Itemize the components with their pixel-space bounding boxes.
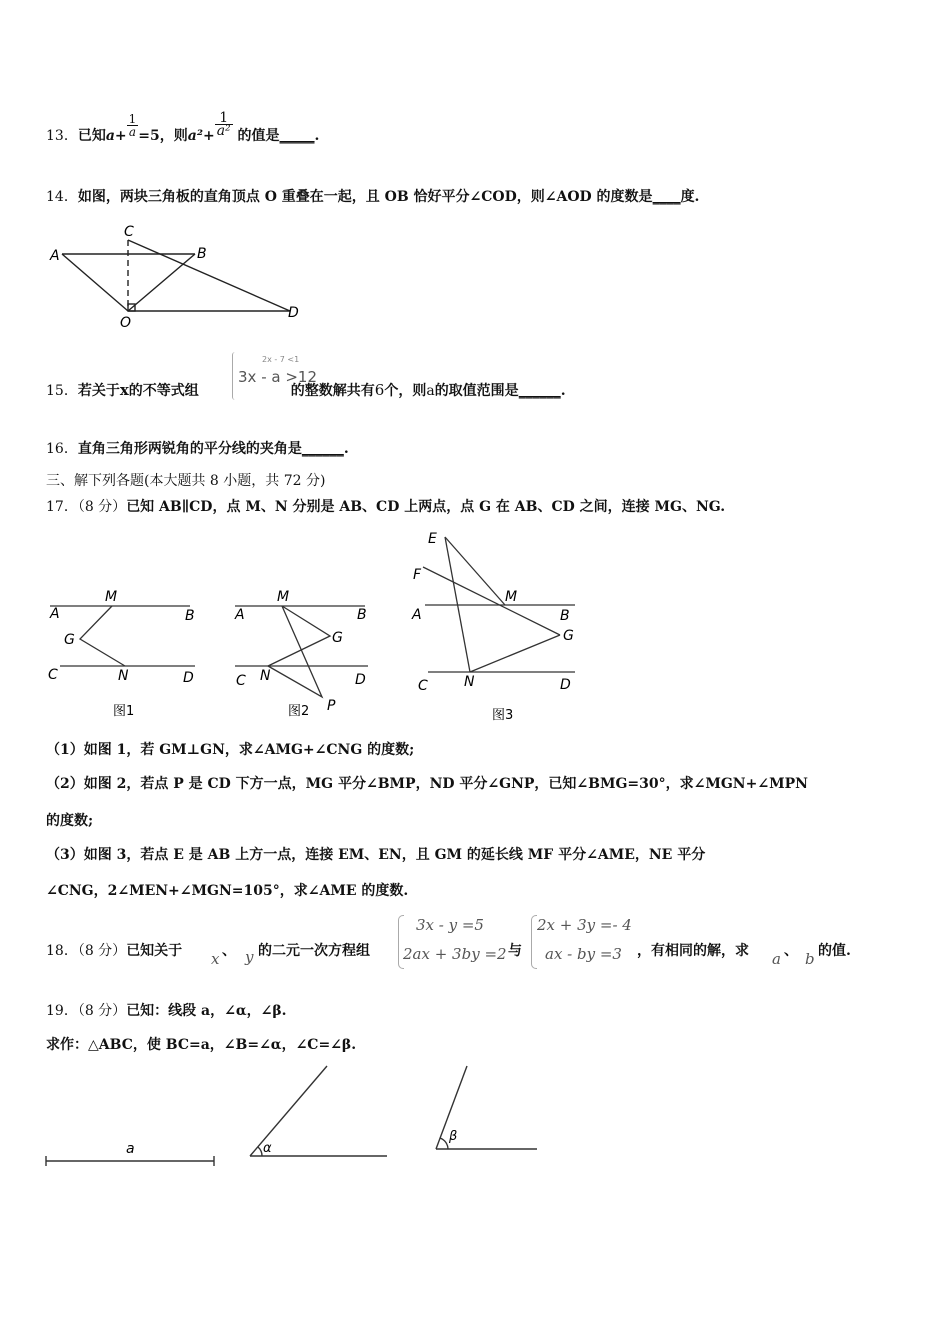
q19-figure [40,1060,550,1170]
angle-alpha-label: α [263,1141,272,1156]
q16-line [46,440,349,458]
fig2-path-mpn [268,606,322,697]
fig3-label-a: A [412,607,422,623]
q14-label-o: O [120,315,132,331]
angle-alpha-arc [258,1147,262,1156]
q19-score: （8 分） [77,1003,127,1019]
q18-sys1-eq2: 2ax + 3by =2 [403,945,507,963]
q17-part3-line1: （3）如图 3，若点 E 是 AB 上方一点，连接 EM、EN，且 GM 的延长线 MF 平分∠AME，NE 平分 [46,847,706,863]
segment-a-label: a [126,1141,135,1157]
fig1-caption: 图1 [113,704,135,719]
q18-number: 18． [46,943,78,959]
q14-text: 如图，两块三角板的直角顶点 O 重叠在一起，且 OB 恰好平分∠COD，则∠AOD 的度数是 [77,189,653,205]
q13-fraction-1: $\frac{1}{a}$ [128,111,137,139]
q13-a-plus: a+ [105,128,127,144]
fig1-label-a: A [50,606,60,622]
q17-text: 已知 AB∥CD，点 M、N 分别是 AB、CD 上两点，点 G 在 AB、CD 之间，连接 MG、NG. [126,499,726,515]
q15-ineq-top: 2x - 7 <1 [262,355,300,364]
q14-line-ao [62,254,128,311]
q13-end: . [314,128,320,144]
q18-sep2: 、 [784,943,798,959]
fig3-label-n: N [464,674,475,690]
q13-post: 的值是 [237,128,280,144]
fig2-label-p: P [327,698,336,714]
q15-text-e: 的取值范围是 [434,383,519,399]
q17-number: 17． [46,499,78,515]
fig1-label-n: N [118,668,129,684]
q18-text-d: ，有相同的解，求 [637,943,749,959]
q13-eq5: =5，则 [138,128,188,144]
q15-answer-blank[interactable]: ______ [518,383,561,399]
q14-line-cd [128,240,290,311]
q14-answer-blank[interactable]: ____ [652,189,681,205]
fig3-caption: 图3 [492,708,514,723]
fig2-label-n: N [260,668,271,684]
q13-number: 13． [46,128,78,144]
q13-fraction-2: $\frac{1}{\text{a²}}$ [216,109,231,139]
fig3-label-e: E [428,531,437,547]
q18-text-b: 的二元一次方程组 [258,943,370,959]
q15-text-d: 个，则 [384,383,427,399]
q18-var-a: a [772,950,781,968]
q18-var-y: y [245,948,254,966]
q15-text-a: 若关于 [77,383,120,399]
q19-task: 求作：△ABC，使 BC=a，∠B=∠α，∠C=∠β. [46,1037,357,1053]
q14-label-b: B [197,246,207,262]
q16-answer-blank[interactable]: ______ [301,441,344,457]
fig2-path-mgn [268,606,330,666]
q17-score: （8 分） [77,499,127,515]
q14-end: 度. [680,189,700,205]
q15-brace [232,352,235,400]
fig2-label-d: D [355,672,366,688]
q17-part1: （1）如图 1，若 GM⊥GN，求∠AMG+∠CNG 的度数; [46,742,415,758]
q17-figures [40,525,600,725]
fig2-caption: 图2 [288,704,310,719]
q18-score: （8 分） [77,943,127,959]
fig3-label-m: M [505,589,518,605]
fig3-label-d: D [560,677,571,693]
angle-beta-label: β [449,1129,458,1144]
q14-label-c: C [124,224,134,240]
fig2-label-m: M [277,589,290,605]
q15-ineq-bottom: 3x - a >12 [238,368,317,386]
q15-var-x: x [119,381,129,399]
q16-number: 16． [46,441,78,457]
q17-part2-line2: 的度数; [46,813,94,829]
q14-number: 14． [46,189,78,205]
fig3-label-b: B [560,608,570,624]
q18-text-a: 已知关于 [126,943,183,959]
q15-end: . [560,383,566,399]
q17-part3-line2: ∠CNG，2∠MEN+∠MGN=105°，求∠AME 的度数. [46,883,409,899]
fig2-label-b: B [357,607,367,623]
q18-var-x: x [211,950,220,968]
fig3-line-gn [470,635,560,672]
q18-line-start [46,942,182,960]
fig1-label-b: B [185,608,195,624]
q19-text: 已知：线段 a，∠α，∠β. [126,1003,287,1019]
fig2-label-a: A [235,607,245,623]
q14-line-ob [128,254,195,311]
q14-label-d: D [288,305,299,321]
fig1-path-mgn [80,606,125,666]
q14-figure [40,220,320,335]
fig3-line-em [445,537,505,605]
fig3-label-f: F [413,567,422,583]
fig3-label-g: G [563,628,574,644]
q17-line [46,498,725,516]
q18-var-b: b [805,950,815,968]
q18-text-e: 的值. [818,943,851,959]
q15-text-b: 的不等式组 [128,383,199,399]
q13-line [46,109,320,145]
q16-text: 直角三角形两锐角的平分线的夹角是 [77,441,302,457]
q19-line [46,1002,287,1020]
q15-text-c: 的整数解共有 [290,383,375,399]
q15-var-a: a [426,383,435,399]
q17-part2-line1: （2）如图 2，若点 P 是 CD 下方一点，MG 平分∠BMP，ND 平分∠GNP，已知∠BMG=30°，求∠MGN+∠MPN [46,776,808,792]
fig1-label-d: D [183,670,194,686]
q18-sep: 、 [222,943,236,959]
fig2-label-c: C [236,673,246,689]
q18-sys2-eq1: 2x + 3y =- 4 [537,916,632,934]
fig1-label-m: M [105,589,118,605]
fig2-label-g: G [332,630,343,646]
q18-sys2-eq2: ax - by =3 [545,945,622,963]
q15-number: 15． [46,383,78,399]
q14-label-a: A [50,248,60,264]
section-3-title: 三、解下列各题(本大题共 8 小题，共 72 分) [46,473,326,489]
fig1-label-g: G [64,632,75,648]
q18-sys1-eq1: 3x - y =5 [416,916,484,934]
q16-end: . [343,441,349,457]
q18-text-c: 与 [508,943,522,959]
q19-number: 19． [46,1003,78,1019]
q13-answer-blank[interactable]: _____ [279,128,315,144]
q14-line [46,188,699,206]
q15-count: 6 [374,381,385,399]
q13-a2-plus: a²+ [187,128,215,144]
angle-alpha-ray [250,1066,327,1156]
angle-beta-arc [440,1138,448,1149]
fig3-label-c: C [418,678,428,694]
fig1-label-c: C [48,667,58,683]
q13-pre: 已知 [77,128,106,144]
fig3-line-fg [423,567,560,635]
